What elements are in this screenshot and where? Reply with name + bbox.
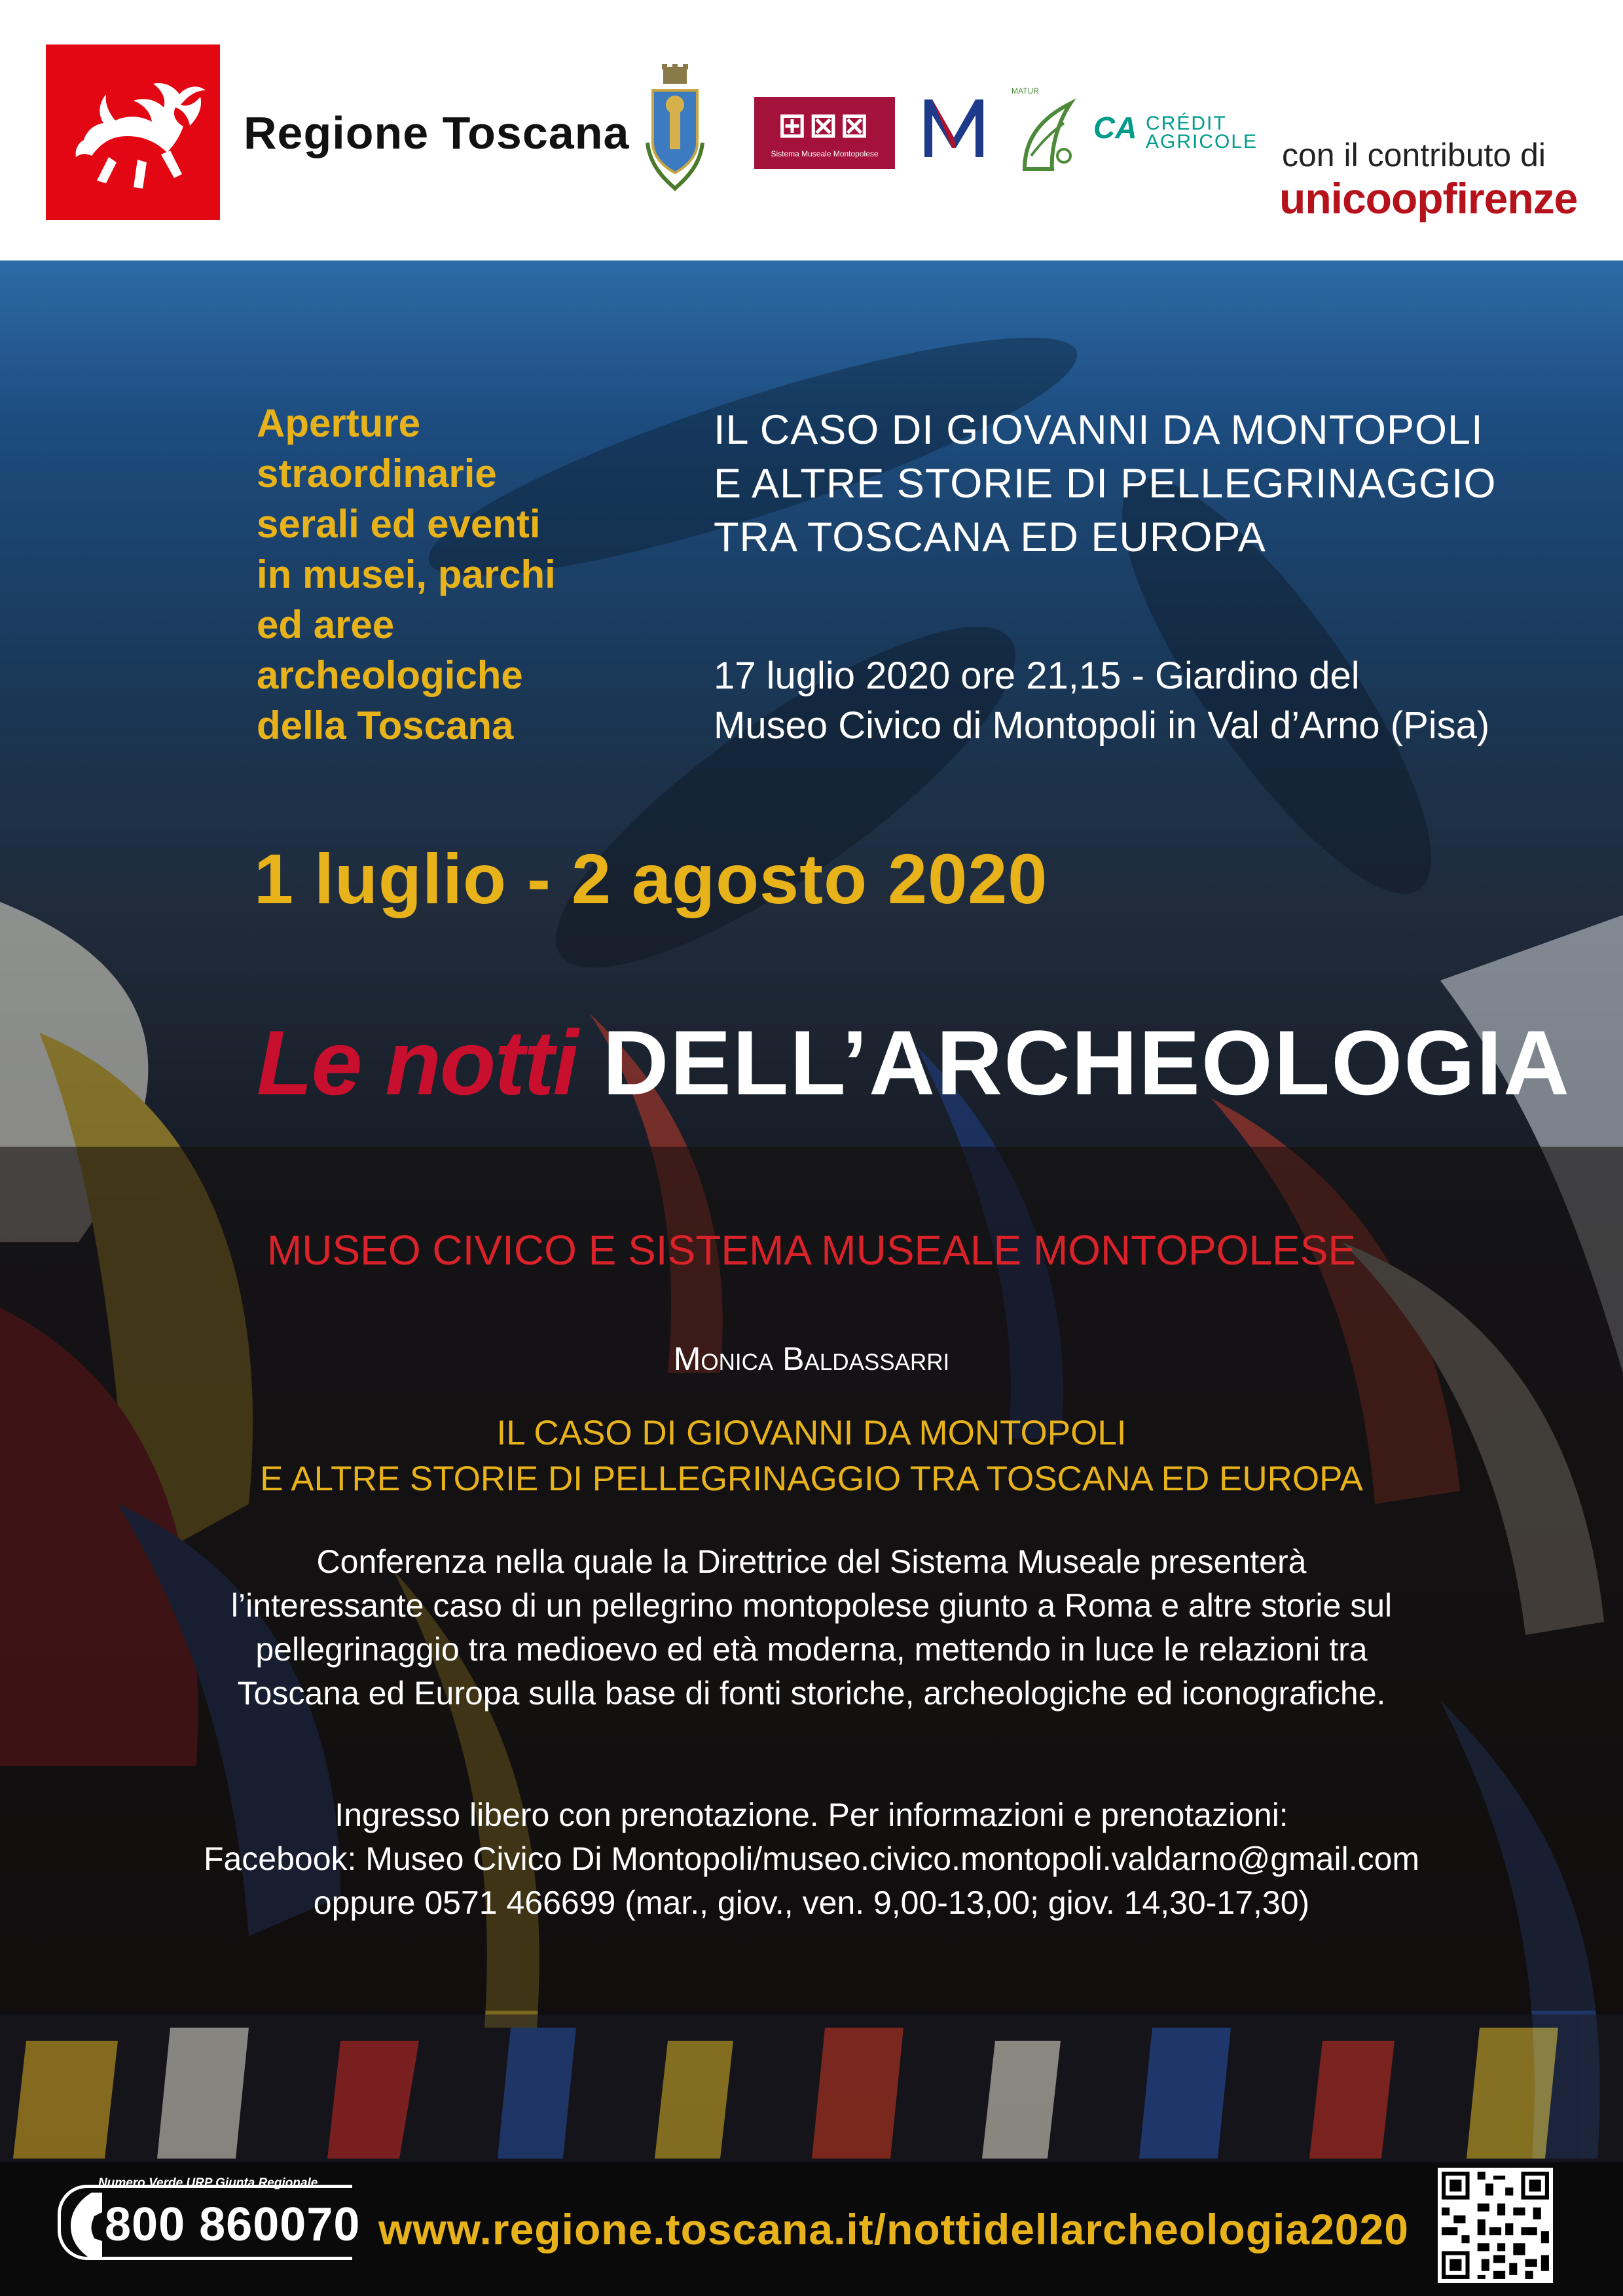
booking-phone-line: oppure 0571 466699 (mar., giov., ven. 9,00-13,00; giov. 14,30-17,30): [313, 1884, 1310, 1921]
festival-name-red: Le notti: [257, 1011, 577, 1114]
municipal-crest-icon: [644, 64, 706, 192]
smm-caption: Sistema Museale Montopolese: [771, 149, 879, 158]
aperture-line: archeologiche: [257, 653, 523, 697]
conference-description: [0, 1540, 1623, 1715]
credit-agricole-name-1: CRÉDIT: [1146, 113, 1227, 134]
pegasus-icon: [46, 45, 220, 220]
description-line: Toscana ed Europa sulla base di fonti storiche, archeologiche ed iconografiche.: [237, 1675, 1386, 1712]
festival-name-white: DELL’ARCHEOLOGIA: [602, 1011, 1571, 1114]
sistema-museale-logo: [754, 97, 895, 169]
museum-title: MUSEO CIVICO E SISTEMA MUSEALE MONTOPOLESE: [266, 1227, 1357, 1274]
qr-code-icon[interactable]: [1438, 2168, 1553, 2283]
regione-toscana-logo: [46, 45, 220, 220]
booking-contacts-line: Facebook: Museo Civico Di Montopoli/museo.civico.montopoli.valdarno@gmail.com: [203, 1840, 1420, 1877]
festival-dates: 1 luglio - 2 agosto 2020: [254, 839, 1048, 918]
aperture-line: serali ed eventi: [257, 502, 541, 546]
smm-symbol: ⊞⊠⊠: [778, 106, 871, 145]
event-title-line: E ALTRE STORIE DI PELLEGRINAGGIO: [714, 461, 1497, 507]
aperture-line: della Toscana: [257, 704, 514, 747]
contribution-text: con il contributo di: [1282, 137, 1546, 173]
aperture-line: ed aree: [257, 603, 395, 647]
phone-icon: [68, 2190, 105, 2262]
conference-title-line: E ALTRE STORIE DI PELLEGRINAGGIO TRA TOSCANA ED EUROPA: [260, 1460, 1363, 1498]
speaker-name: Monica Baldassarri: [673, 1340, 950, 1377]
matur-logo: [1012, 86, 1080, 175]
aperture-line: in musei, parchi: [257, 552, 556, 596]
credit-agricole-icon: CA: [1093, 111, 1137, 145]
aperture-line: Aperture: [257, 401, 421, 445]
event-title-line: IL CASO DI GIOVANNI DA MONTOPOLI: [714, 407, 1484, 453]
description-line: l’interessante caso di un pellegrino montopolese giunto a Roma e altre storie sul: [230, 1587, 1393, 1624]
booking-info: [0, 1793, 1623, 1925]
museum-m-icon: [918, 92, 990, 164]
aperture-line: straordinarie: [257, 452, 497, 495]
event-title: [714, 403, 1497, 564]
sponsor-logo: unicoopfirenze: [1279, 174, 1578, 223]
region-name: Regione Toscana: [244, 107, 630, 158]
description-line: Conferenza nella quale la Direttrice del Sistema Museale presenterà: [316, 1543, 1307, 1580]
event-venue-line: Museo Civico di Montopoli in Val d’Arno (Pisa): [714, 704, 1490, 747]
description-line: pellegrinaggio tra medioevo ed età moderna, mettendo in luce le relazioni tra: [255, 1631, 1368, 1668]
booking-info-line: Ingresso libero con prenotazione. Per informazioni e prenotazioni:: [335, 1797, 1288, 1833]
event-date-line: 17 luglio 2020 ore 21,15 - Giardino del: [714, 655, 1360, 697]
hotline-label: Numero Verde URP Giunta Regionale: [98, 2176, 318, 2190]
festival-name: [257, 1010, 1571, 1116]
event-title-line: TRA TOSCANA ED EUROPA: [714, 514, 1266, 560]
museum-m-logo: [918, 92, 990, 173]
aperture-text: [257, 398, 623, 751]
hotline-number[interactable]: 800 860070: [105, 2198, 361, 2251]
credit-agricole-name-2: AGRICOLE: [1146, 131, 1258, 152]
matur-leaf-icon: [1012, 97, 1080, 174]
conference-title-line: IL CASO DI GIOVANNI DA MONTOPOLI: [496, 1414, 1127, 1452]
conference-title: [0, 1410, 1623, 1502]
matur-caption: MATUR: [1012, 86, 1039, 96]
header-bar: [0, 0, 1623, 260]
website-link[interactable]: www.regione.toscana.it/nottidellarcheologia2020: [378, 2205, 1409, 2253]
event-date-venue: [714, 651, 1489, 751]
